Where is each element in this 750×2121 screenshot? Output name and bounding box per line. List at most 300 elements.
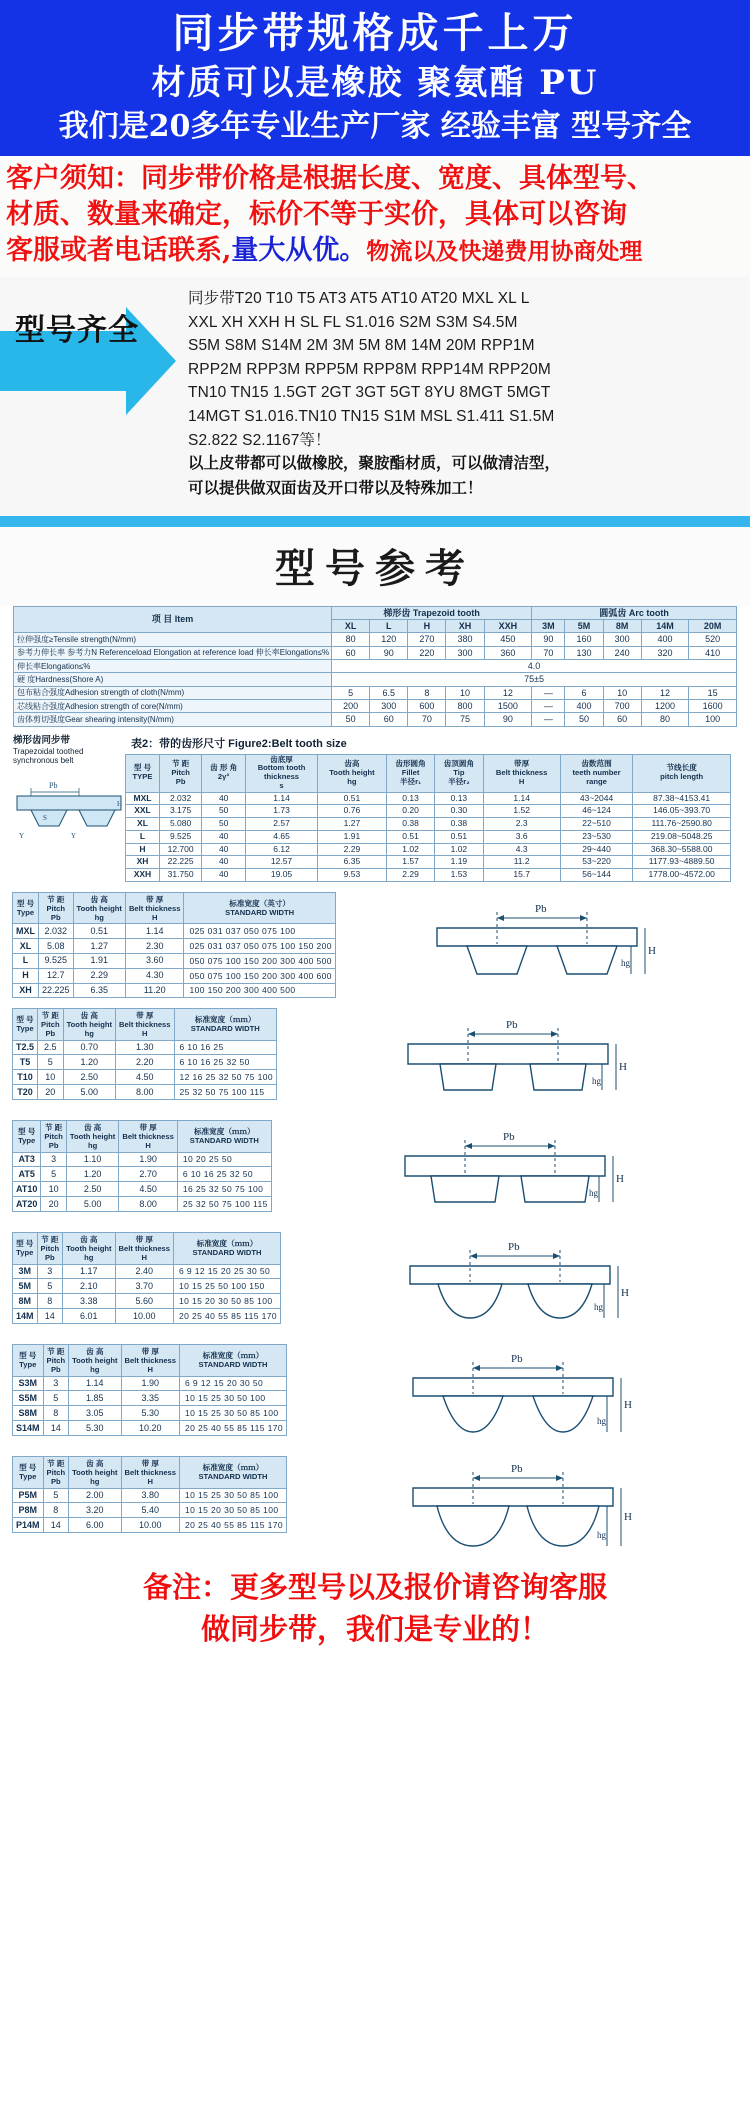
cell: T20 bbox=[13, 1085, 38, 1100]
cell: 3.6 bbox=[483, 830, 560, 843]
tooth-figure-label-en: Trapezoidal toothed synchronous belt bbox=[13, 746, 84, 766]
size-block bbox=[12, 1120, 738, 1222]
figure2-table bbox=[125, 754, 731, 882]
cell: 50 bbox=[202, 818, 246, 831]
cell: H bbox=[13, 968, 39, 983]
cell: — bbox=[532, 686, 565, 699]
row-label: 芯线粘合强度Adhesion strength of core(N/mm) bbox=[14, 700, 332, 713]
cell: 1.73 bbox=[246, 805, 318, 818]
column-header-width: 标准宽度（ｍｍ） STANDARD WIDTH bbox=[180, 1345, 287, 1376]
table-row bbox=[13, 1406, 287, 1421]
cell: 60 bbox=[332, 646, 370, 659]
cell: 1.90 bbox=[121, 1376, 180, 1391]
col-xl: XL bbox=[332, 620, 370, 633]
cell: 270 bbox=[408, 633, 446, 646]
size-table bbox=[12, 1120, 272, 1212]
cell-widths: 6 9 12 15 20 30 50 bbox=[180, 1376, 287, 1391]
table-header-row bbox=[13, 893, 336, 924]
column-header: 节 距 Pitch Pb bbox=[37, 1233, 63, 1264]
cell: 1.27 bbox=[73, 939, 125, 954]
cell-widths: 6 9 12 15 20 25 30 50 bbox=[174, 1264, 281, 1279]
cell: 8M bbox=[13, 1294, 38, 1309]
table-row bbox=[13, 1309, 281, 1324]
column-header: 带厚 Belt thickness H bbox=[483, 754, 560, 792]
cell-widths: 10 20 25 50 bbox=[177, 1152, 271, 1167]
cell: 50 bbox=[332, 713, 370, 726]
cell: 1.17 bbox=[63, 1264, 115, 1279]
table-header-row bbox=[13, 1009, 277, 1040]
cell: 4.50 bbox=[116, 1070, 175, 1085]
cell: 2.50 bbox=[63, 1070, 115, 1085]
cell-widths: 025 031 037 050 075 100 150 200 bbox=[184, 939, 335, 954]
cell: 300 bbox=[446, 646, 484, 659]
cell: 12 bbox=[484, 686, 532, 699]
cell: 2.032 bbox=[159, 792, 201, 805]
cell: P5M bbox=[13, 1488, 44, 1503]
svg-text:hg: hg bbox=[620, 958, 630, 968]
notice-line-3-a: 客服或者电话联系, bbox=[6, 235, 232, 267]
cell: 12.57 bbox=[246, 856, 318, 869]
cell: 56~144 bbox=[560, 869, 633, 882]
cell: 53~220 bbox=[560, 856, 633, 869]
table-row bbox=[14, 673, 737, 686]
cell: P8M bbox=[13, 1503, 44, 1518]
cell: 111.76~2590.80 bbox=[633, 818, 731, 831]
size-block bbox=[12, 892, 738, 998]
cell: 3.38 bbox=[63, 1294, 115, 1309]
cell: 520 bbox=[689, 633, 737, 646]
cell: 9.53 bbox=[318, 869, 387, 882]
cell-widths: 6 10 16 25 bbox=[174, 1040, 276, 1055]
column-header: 齿 高 Tooth height hg bbox=[63, 1233, 115, 1264]
column-header: 齿顶圆角 Tip 半径r₂ bbox=[435, 754, 483, 792]
cell: 31.750 bbox=[159, 869, 201, 882]
model-note-line: 以上皮带都可以做橡胶，聚胺酯材质，可以做清洁型， bbox=[188, 455, 561, 473]
figure2-caption: 表2：带的齿形尺寸 Figure2:Belt tooth size bbox=[131, 737, 347, 750]
table-row bbox=[13, 1085, 277, 1100]
cell: 5 bbox=[41, 1167, 67, 1182]
footer-line-1: 备注：更多型号以及报价请咨询客服 bbox=[142, 1570, 607, 1605]
cell: AT20 bbox=[13, 1197, 41, 1212]
model-badge-label: 型号齐全 bbox=[15, 313, 139, 349]
cell: 5M bbox=[13, 1279, 38, 1294]
table-row bbox=[14, 633, 737, 646]
cell: 368.30~5588.00 bbox=[633, 843, 731, 856]
svg-text:Pb: Pb bbox=[502, 1131, 515, 1144]
cell: 6.5 bbox=[370, 686, 408, 699]
cell: 0.51 bbox=[318, 792, 387, 805]
cell: 80 bbox=[332, 633, 370, 646]
hero-headline-3: 我们是20多年专业生产厂家 经验丰富 型号齐全 bbox=[58, 109, 692, 145]
tooth-figure-label-cn: 梯形齿同步带 bbox=[13, 734, 71, 746]
cell: 23~530 bbox=[560, 830, 633, 843]
cell: 8.00 bbox=[116, 1085, 175, 1100]
cell: 1.19 bbox=[435, 856, 483, 869]
cell: 14 bbox=[43, 1518, 69, 1533]
cell: 9.525 bbox=[39, 953, 74, 968]
footer-note bbox=[0, 1558, 750, 1664]
size-block bbox=[12, 1232, 738, 1334]
cell-widths: 10 15 25 30 50 85 100 bbox=[180, 1406, 287, 1421]
cell: 4.3 bbox=[483, 843, 560, 856]
table-header-row bbox=[13, 1121, 272, 1152]
cell: 130 bbox=[565, 646, 603, 659]
table-header-row bbox=[13, 1457, 287, 1488]
cell: 11.2 bbox=[483, 856, 560, 869]
cell: 40 bbox=[202, 843, 246, 856]
cell: 360 bbox=[484, 646, 532, 659]
cell: 8.00 bbox=[119, 1197, 178, 1212]
table-row bbox=[126, 856, 731, 869]
cell: 3M bbox=[13, 1264, 38, 1279]
cell: 75 bbox=[446, 713, 484, 726]
cell: 1.52 bbox=[483, 805, 560, 818]
cell: 2.30 bbox=[125, 939, 184, 954]
column-header-width: 标准宽度（ｍｍ） STANDARD WIDTH bbox=[174, 1233, 281, 1264]
cell-widths: 20 25 40 55 85 115 170 bbox=[180, 1421, 287, 1436]
cell: T10 bbox=[13, 1070, 38, 1085]
svg-text:H: H bbox=[623, 1511, 632, 1524]
cell: MXL bbox=[126, 792, 160, 805]
notice-line-2: 材质、数量来确定，标价不等于实价，具体可以咨询 bbox=[6, 198, 627, 230]
cell: 2.00 bbox=[69, 1488, 121, 1503]
section-title: 型号参考 bbox=[0, 527, 750, 606]
table-row bbox=[14, 606, 737, 619]
cell: 0.76 bbox=[318, 805, 387, 818]
cell: 4.50 bbox=[119, 1182, 178, 1197]
cell: 1600 bbox=[689, 700, 737, 713]
cell: 90 bbox=[532, 633, 565, 646]
cell: 14 bbox=[43, 1421, 69, 1436]
size-table bbox=[12, 892, 336, 998]
cell: 220 bbox=[408, 646, 446, 659]
cell: 2.29 bbox=[73, 968, 125, 983]
column-header: 带 厚 Belt thickness H bbox=[121, 1457, 180, 1488]
svg-text:hg: hg bbox=[596, 1416, 606, 1427]
table-row bbox=[13, 1488, 287, 1503]
cell-widths: 100 150 200 300 400 500 bbox=[184, 983, 335, 998]
cell: 5 bbox=[37, 1279, 63, 1294]
size-blocks-container bbox=[0, 892, 750, 1558]
col-xxh: XXH bbox=[484, 620, 532, 633]
cell: 60 bbox=[370, 713, 408, 726]
cell: 2.032 bbox=[39, 924, 74, 939]
cell: 1.10 bbox=[66, 1152, 118, 1167]
col-5m: 5M bbox=[565, 620, 603, 633]
cell: 5 bbox=[43, 1391, 69, 1406]
notice-line-1: 客户须知：同步带价格是根据长度、宽度、具体型号、 bbox=[6, 162, 654, 194]
table-row bbox=[13, 1197, 272, 1212]
cell-widths: 10 15 25 30 50 100 bbox=[180, 1391, 287, 1406]
table-row bbox=[14, 686, 737, 699]
row-merged-value: 4.0 bbox=[332, 660, 737, 673]
table-row bbox=[14, 646, 737, 659]
cell: L bbox=[13, 953, 39, 968]
cell: 240 bbox=[603, 646, 641, 659]
cell: XH bbox=[13, 983, 39, 998]
column-header: 齿高 Tooth height hg bbox=[318, 754, 387, 792]
table-row bbox=[13, 1055, 277, 1070]
cell: 14 bbox=[37, 1309, 63, 1324]
cell: AT3 bbox=[13, 1152, 41, 1167]
trapezoid-tooth-diagram bbox=[13, 766, 125, 852]
belt-profile-diagram bbox=[336, 892, 738, 994]
column-header: 齿 高 Tooth height hg bbox=[63, 1009, 115, 1040]
table-row bbox=[13, 1503, 287, 1518]
cell: T2.5 bbox=[13, 1040, 38, 1055]
notice-line-3 bbox=[6, 233, 744, 269]
svg-text:Pb: Pb bbox=[510, 1463, 523, 1476]
cell-widths: 10 15 20 30 50 85 100 bbox=[174, 1294, 281, 1309]
cell: 0.51 bbox=[435, 830, 483, 843]
cell: 1.02 bbox=[435, 843, 483, 856]
cell: 1.14 bbox=[125, 924, 184, 939]
cell: 5.40 bbox=[121, 1503, 180, 1518]
column-header: 齿 高 Tooth height hg bbox=[73, 893, 125, 924]
cell: XL bbox=[126, 818, 160, 831]
table-row bbox=[126, 869, 731, 882]
row-label: 参考力伸长率 参考力N Referenceload Elongation at reference load 伸长率Elongation≤% bbox=[14, 646, 332, 659]
column-header: 节 距 Pitch Pb bbox=[38, 1009, 64, 1040]
column-header: 节 距 Pitch Pb bbox=[43, 1457, 69, 1488]
customer-notice bbox=[0, 156, 750, 278]
cell: 0.70 bbox=[63, 1040, 115, 1055]
cell: 300 bbox=[603, 633, 641, 646]
cell: 1.85 bbox=[69, 1391, 121, 1406]
cell: 40 bbox=[202, 869, 246, 882]
cell: 22~510 bbox=[560, 818, 633, 831]
cell: 600 bbox=[408, 700, 446, 713]
column-header: 齿底厚 Bottom tooth thickness s bbox=[246, 754, 318, 792]
size-table bbox=[12, 1232, 281, 1324]
figure2-section bbox=[13, 735, 737, 882]
table-row bbox=[13, 983, 336, 998]
svg-text:H: H bbox=[117, 799, 123, 808]
cell: 2.29 bbox=[386, 869, 434, 882]
cell: 400 bbox=[565, 700, 603, 713]
cell: 1.91 bbox=[73, 953, 125, 968]
cell: 43~2044 bbox=[560, 792, 633, 805]
cell: — bbox=[532, 713, 565, 726]
column-header: 型 号 Type bbox=[13, 1121, 41, 1152]
cell: 1200 bbox=[641, 700, 689, 713]
cell: 20 bbox=[38, 1085, 64, 1100]
cell: 4.30 bbox=[125, 968, 184, 983]
column-header: 齿 高 Tooth height hg bbox=[69, 1345, 121, 1376]
cell: 6.35 bbox=[73, 983, 125, 998]
cell: 0.13 bbox=[386, 792, 434, 805]
cell-widths: 10 15 20 30 50 85 100 bbox=[180, 1503, 287, 1518]
cell: T5 bbox=[13, 1055, 38, 1070]
table-header-row bbox=[13, 1345, 287, 1376]
table-row bbox=[13, 1167, 272, 1182]
col-item: 项 目 Item bbox=[14, 606, 332, 633]
model-line: S2.822 S2.1167等！ bbox=[188, 431, 331, 449]
col-group-trapezoid: 梯形齿 Trapezoid tooth bbox=[332, 606, 532, 619]
section-divider-bar bbox=[0, 516, 750, 527]
cell: 0.51 bbox=[73, 924, 125, 939]
table-row bbox=[126, 792, 731, 805]
column-header: 齿 高 Tooth height hg bbox=[66, 1121, 118, 1152]
cell: 50 bbox=[565, 713, 603, 726]
cell-widths: 6 10 16 25 32 50 bbox=[174, 1055, 276, 1070]
column-header: 带 厚 Belt thickness H bbox=[125, 893, 184, 924]
table-row bbox=[13, 1182, 272, 1197]
cell: 15 bbox=[689, 686, 737, 699]
cell: 1500 bbox=[484, 700, 532, 713]
cell: 1.90 bbox=[119, 1152, 178, 1167]
svg-text:H: H bbox=[618, 1061, 627, 1074]
cell: 2.40 bbox=[115, 1264, 174, 1279]
cell: 0.20 bbox=[386, 805, 434, 818]
cell: 90 bbox=[484, 713, 532, 726]
col-group-arc: 圆弧齿 Arc tooth bbox=[532, 606, 737, 619]
column-header: 型 号 Type bbox=[13, 1345, 44, 1376]
row-label: 包布粘合强度Adhesion strength of cloth(N/mm) bbox=[14, 686, 332, 699]
cell: 0.38 bbox=[435, 818, 483, 831]
table-row bbox=[13, 1264, 281, 1279]
col-20m: 20M bbox=[689, 620, 737, 633]
column-header-width: 标准宽度（ｍｍ） STANDARD WIDTH bbox=[174, 1009, 276, 1040]
cell: 5.080 bbox=[159, 818, 201, 831]
table-row bbox=[14, 700, 737, 713]
cell: 410 bbox=[689, 646, 737, 659]
belt-profile-diagram bbox=[287, 1344, 738, 1446]
cell: 10 bbox=[41, 1182, 67, 1197]
cell: 1.20 bbox=[63, 1055, 115, 1070]
column-header: 齿形圆角 Fillet 半径r₁ bbox=[386, 754, 434, 792]
cell-widths: 10 15 25 50 100 150 bbox=[174, 1279, 281, 1294]
column-header-width: 标准宽度（ｍｍ） STANDARD WIDTH bbox=[177, 1121, 271, 1152]
cell-widths: 10 15 25 30 50 85 100 bbox=[180, 1488, 287, 1503]
cell: S3M bbox=[13, 1376, 44, 1391]
svg-text:Pb: Pb bbox=[49, 780, 58, 790]
svg-text:Y: Y bbox=[19, 831, 25, 840]
column-header: 节 距 Pitch Pb bbox=[43, 1345, 69, 1376]
model-note-line: 可以提供做双面齿及开口带以及特殊加工！ bbox=[188, 479, 483, 497]
svg-text:H: H bbox=[615, 1173, 624, 1186]
cell: 5.08 bbox=[39, 939, 74, 954]
cell-widths: 20 25 40 55 85 115 170 bbox=[174, 1309, 281, 1324]
cell: 2.57 bbox=[246, 818, 318, 831]
cell: 800 bbox=[446, 700, 484, 713]
cell: 5 bbox=[43, 1488, 69, 1503]
col-3m: 3M bbox=[532, 620, 565, 633]
size-block bbox=[12, 1344, 738, 1446]
size-block bbox=[12, 1456, 738, 1558]
cell: 2.70 bbox=[119, 1167, 178, 1182]
column-header: 型 号 Type bbox=[13, 1009, 38, 1040]
svg-text:hg: hg bbox=[591, 1076, 601, 1087]
cell: 1.57 bbox=[386, 856, 434, 869]
trapezoid-tooth-figure bbox=[13, 735, 125, 857]
cell: 2.5 bbox=[38, 1040, 64, 1055]
cell-widths: 050 075 100 150 200 300 400 600 bbox=[184, 968, 335, 983]
cell: 5 bbox=[332, 686, 370, 699]
svg-text:Pb: Pb bbox=[507, 1241, 520, 1254]
cell: 5 bbox=[38, 1055, 64, 1070]
cell: 1.14 bbox=[483, 792, 560, 805]
column-header: 型 号 Type bbox=[13, 1233, 38, 1264]
cell: 12 bbox=[641, 686, 689, 699]
svg-text:Pb: Pb bbox=[505, 1019, 518, 1032]
table-row bbox=[13, 1376, 287, 1391]
column-header: 带 厚 Belt thickness H bbox=[116, 1009, 175, 1040]
cell: 8 bbox=[43, 1503, 69, 1518]
cell: 10.20 bbox=[121, 1421, 180, 1436]
cell: 400 bbox=[641, 633, 689, 646]
cell: 6.35 bbox=[318, 856, 387, 869]
belt-profile-diagram bbox=[281, 1232, 738, 1334]
cell: 60 bbox=[603, 713, 641, 726]
cell: 2.10 bbox=[63, 1279, 115, 1294]
strength-spec-table bbox=[13, 606, 737, 727]
col-xh: XH bbox=[446, 620, 484, 633]
cell: 22.225 bbox=[159, 856, 201, 869]
table-row bbox=[126, 805, 731, 818]
model-line: 14MGT S1.016.TN10 TN15 S1M MSL S1.411 S1.5M bbox=[188, 407, 555, 425]
cell: XXH bbox=[126, 869, 160, 882]
cell: 40 bbox=[202, 830, 246, 843]
cell: 1.02 bbox=[386, 843, 434, 856]
table-row bbox=[13, 939, 336, 954]
cell: 50 bbox=[202, 805, 246, 818]
cell: 0.13 bbox=[435, 792, 483, 805]
cell: 200 bbox=[332, 700, 370, 713]
cell: 14M bbox=[13, 1309, 38, 1324]
cell: AT5 bbox=[13, 1167, 41, 1182]
table-row bbox=[13, 953, 336, 968]
table-row bbox=[13, 1070, 277, 1085]
notice-line-3-b: 物流以及快递费用协商处理 bbox=[366, 238, 643, 266]
column-header: 带 厚 Belt thickness H bbox=[119, 1121, 178, 1152]
cell: 2.50 bbox=[66, 1182, 118, 1197]
model-line: XXL XH XXH H SL FL S1.016 S2M S3M S4.5M bbox=[188, 313, 518, 331]
cell: 5.30 bbox=[121, 1406, 180, 1421]
cell: 700 bbox=[603, 700, 641, 713]
model-list-section bbox=[0, 277, 750, 515]
cell: 70 bbox=[532, 646, 565, 659]
table-row bbox=[126, 830, 731, 843]
cell: S14M bbox=[13, 1421, 44, 1436]
cell: L bbox=[126, 830, 160, 843]
hero-headline-2: 材质可以是橡胶 聚氨酯 PU bbox=[151, 63, 599, 104]
svg-text:H: H bbox=[620, 1287, 629, 1300]
column-header: 型 号 TYPE bbox=[126, 754, 160, 792]
cell: 29~440 bbox=[560, 843, 633, 856]
cell: 3.20 bbox=[69, 1503, 121, 1518]
cell: 3 bbox=[37, 1264, 63, 1279]
cell: 3 bbox=[43, 1376, 69, 1391]
cell: 9.525 bbox=[159, 830, 201, 843]
cell: 8 bbox=[37, 1294, 63, 1309]
cell: 3.60 bbox=[125, 953, 184, 968]
column-header: 节 距 Pitch Pb bbox=[159, 754, 201, 792]
cell: 4.65 bbox=[246, 830, 318, 843]
cell: 6 bbox=[565, 686, 603, 699]
cell: S8M bbox=[13, 1406, 44, 1421]
cell: 5.60 bbox=[115, 1294, 174, 1309]
cell: 5.00 bbox=[63, 1085, 115, 1100]
cell: 80 bbox=[641, 713, 689, 726]
cell: 12.7 bbox=[39, 968, 74, 983]
cell-widths: 25 32 50 75 100 115 bbox=[177, 1197, 271, 1212]
model-list-text bbox=[188, 287, 750, 501]
table-row bbox=[13, 968, 336, 983]
svg-text:S: S bbox=[43, 813, 47, 822]
column-header: 齿数范围 teeth number range bbox=[560, 754, 633, 792]
svg-text:Pb: Pb bbox=[534, 903, 547, 915]
